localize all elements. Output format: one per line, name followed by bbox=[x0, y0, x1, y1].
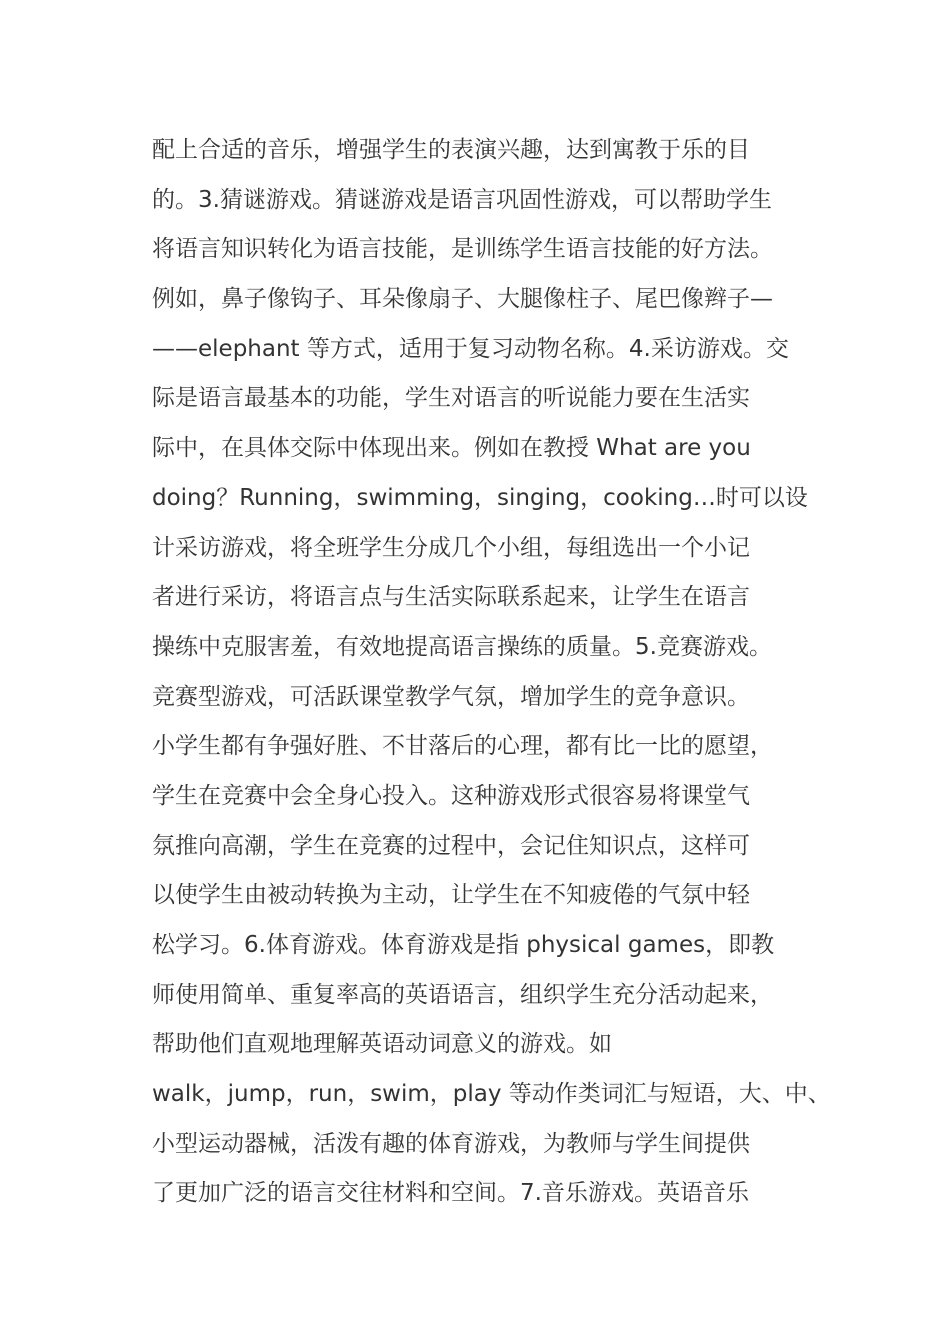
text-line: 际中，在具体交际中体现出来。例如在教授 What are you bbox=[152, 435, 751, 462]
text-line: 操练中克服害羞，有效地提高语言操练的质量。5.竞赛游戏。 bbox=[152, 633, 772, 660]
text-line: 的。3.猜谜游戏。猜谜游戏是语言巩固性游戏，可以帮助学生 bbox=[152, 186, 772, 213]
text-line: 师使用简单、重复率高的英语语言，组织学生充分活动起来， bbox=[152, 981, 773, 1008]
text-line: 配上合适的音乐，增强学生的表演兴趣，达到寓教于乐的目 bbox=[152, 137, 750, 163]
text-line: 氛推向高潮，学生在竞赛的过程中，会记住知识点，这样可 bbox=[152, 832, 750, 859]
text-line: 计采访游戏，将全班学生分成几个小组，每组选出一个小记 bbox=[152, 534, 750, 561]
text-line: doing？Running，swimming，singing，cooking…时可以设 bbox=[152, 484, 808, 511]
text-line: 了更加广泛的语言交往材料和空间。7.音乐游戏。英语音乐 bbox=[152, 1180, 749, 1207]
text-line: 将语言知识转化为语言技能，是训练学生语言技能的好方法。 bbox=[152, 236, 773, 263]
text-line: 竞赛型游戏，可活跃课堂教学气氛，增加学生的竞争意识。 bbox=[152, 683, 750, 710]
text-line: 帮助他们直观地理解英语动词意义的游戏。如 bbox=[152, 1031, 612, 1058]
text-line: 小型运动器械，活泼有趣的体育游戏，为教师与学生间提供 bbox=[152, 1130, 750, 1157]
body-paragraph bbox=[152, 126, 832, 1219]
text-line: 小学生都有争强好胜、不甘落后的心理，都有比一比的愿望， bbox=[152, 733, 773, 760]
text-line: 际是语言最基本的功能，学生对语言的听说能力要在生活实 bbox=[152, 385, 750, 412]
text-line: 例如，鼻子像钩子、耳朵像扇子、大腿像柱子、尾巴像辫子— bbox=[152, 286, 773, 313]
text-line: 者进行采访，将语言点与生活实际联系起来，让学生在语言 bbox=[152, 584, 750, 611]
text-line: 以使学生由被动转换为主动，让学生在不知疲倦的气氛中轻 bbox=[152, 882, 750, 909]
text-line: walk，jump，run，swim，play 等动作类词汇与短语，大、中、 bbox=[152, 1081, 831, 1108]
text-line: 松学习。6.体育游戏。体育游戏是指 physical games，即教 bbox=[152, 932, 775, 958]
text-line: 学生在竞赛中会全身心投入。这种游戏形式很容易将课堂气 bbox=[152, 782, 750, 809]
text-line: ——elephant 等方式，适用于复习动物名称。4.采访游戏。交 bbox=[152, 335, 789, 362]
